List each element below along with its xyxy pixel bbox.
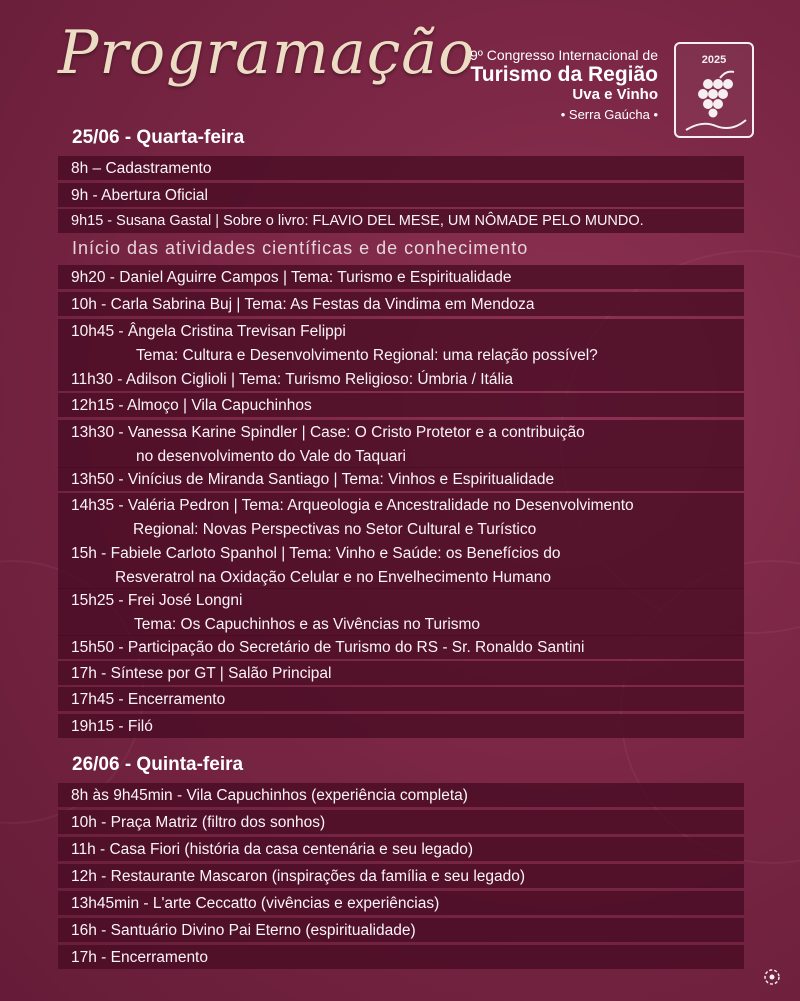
schedule-text: 13h30 - Vanessa Karine Spindler | Case: O Cristo Protetor e a contribuição xyxy=(71,424,585,441)
stamp-logo xyxy=(674,42,754,138)
schedule-row xyxy=(58,891,744,915)
schedule-text-continued: no desenvolvimento do Vale do Taquari xyxy=(136,448,407,465)
schedule-text: 17h - Encerramento xyxy=(71,949,208,966)
stamp-year: 2025 xyxy=(701,54,727,66)
schedule-row xyxy=(58,918,744,942)
schedule-row xyxy=(58,420,744,468)
schedule-text: 17h - Síntese por GT | Salão Principal xyxy=(71,665,332,682)
schedule-row xyxy=(58,687,744,711)
section-label: Início das atividades científicas e de conhecimento xyxy=(72,238,529,258)
day-heading: 25/06 - Quarta-feira xyxy=(72,127,245,148)
schedule-text-continued: Tema: Os Capuchinhos e as Vivências no Turismo xyxy=(134,616,481,633)
schedule-text: 19h15 - Filó xyxy=(71,718,153,735)
schedule-row xyxy=(58,810,744,834)
schedule-row xyxy=(58,393,744,417)
schedule-text: 9h20 - Daniel Aguirre Campos | Tema: Turismo e Espiritualidade xyxy=(71,269,512,286)
schedule-text-continued: Regional: Novas Perspectivas no Setor Cultural e Turístico xyxy=(133,521,537,538)
event-logo xyxy=(448,46,658,124)
event-name: Turismo da Região xyxy=(470,63,658,86)
schedule-text: 9h15 - Susana Gastal | Sobre o livro: FLAVIO DEL MESE, UM NÔMADE PELO MUNDO. xyxy=(71,213,644,229)
schedule-text-continued: Tema: Cultura e Desenvolvimento Regional: uma relação possível? xyxy=(136,347,598,364)
day-heading: 26/06 - Quinta-feira xyxy=(72,754,244,775)
schedule-row xyxy=(58,493,744,541)
schedule-row xyxy=(58,467,744,491)
schedule-row xyxy=(58,541,744,589)
schedule-text: 10h - Carla Sabrina Buj | Tema: As Festas da Vindima em Mendoza xyxy=(71,296,535,313)
schedule-row xyxy=(58,265,744,289)
schedule-text: 13h45min - L'arte Ceccatto (vivências e experiências) xyxy=(71,895,440,912)
schedule-row xyxy=(58,367,744,391)
schedule-row xyxy=(58,783,744,807)
schedule-row xyxy=(58,319,744,367)
schedule-row xyxy=(58,864,744,888)
schedule-text-continued: Resveratrol na Oxidação Celular e no Envelhecimento Humano xyxy=(115,569,551,586)
schedule-row xyxy=(58,661,744,685)
schedule-row xyxy=(58,588,744,636)
schedule-text: 10h45 - Ângela Cristina Trevisan Felippi xyxy=(71,323,346,340)
schedule-text: 16h - Santuário Divino Pai Eterno (espiritualidade) xyxy=(71,922,416,939)
schedule-row xyxy=(58,714,744,738)
schedule-text: 15h50 - Participação do Secretário de Turismo do RS - Sr. Ronaldo Santini xyxy=(71,639,585,656)
schedule-row xyxy=(58,292,744,316)
schedule-text: 9h - Abertura Oficial xyxy=(71,187,208,204)
schedule-text: 13h50 - Vinícius de Miranda Santiago | Tema: Vinhos e Espiritualidade xyxy=(71,471,555,488)
schedule-text: 15h25 - Frei José Longni xyxy=(71,592,243,609)
schedule-row xyxy=(58,635,744,659)
schedule-text: 8h às 9h45min - Vila Capuchinhos (experiência completa) xyxy=(71,787,468,804)
event-edition: 9º Congresso Internacional de xyxy=(469,47,658,63)
page-title: Programação xyxy=(58,18,476,88)
event-subtitle: Uva e Vinho xyxy=(572,86,658,103)
schedule-text: 15h - Fabiele Carloto Spanhol | Tema: Vinho e Saúde: os Benefícios do xyxy=(71,545,561,562)
schedule-text: 8h – Cadastramento xyxy=(71,160,212,177)
schedule-text: 11h30 - Adilson Ciglioli | Tema: Turismo Religioso: Úmbria / Itália xyxy=(71,371,513,388)
schedule-row xyxy=(58,209,744,233)
schedule-text: 14h35 - Valéria Pedron | Tema: Arqueologia e Ancestralidade no Desenvolvimento xyxy=(71,497,634,514)
schedule-text: 12h - Restaurante Mascaron (inspirações da família e seu legado) xyxy=(71,868,526,885)
schedule-row xyxy=(58,156,744,180)
schedule-text: 11h - Casa Fiori (história da casa centenária e seu legado) xyxy=(71,841,474,858)
corner-logo-icon xyxy=(762,967,782,987)
schedule-row xyxy=(58,837,744,861)
schedule-row xyxy=(58,183,744,207)
schedule-text: 10h - Praça Matriz (filtro dos sonhos) xyxy=(71,814,326,831)
schedule-row xyxy=(58,945,744,969)
schedule-text: 17h45 - Encerramento xyxy=(71,691,226,708)
schedule-text: 12h15 - Almoço | Vila Capuchinhos xyxy=(71,397,312,414)
event-location: • Serra Gaúcha • xyxy=(560,107,658,122)
